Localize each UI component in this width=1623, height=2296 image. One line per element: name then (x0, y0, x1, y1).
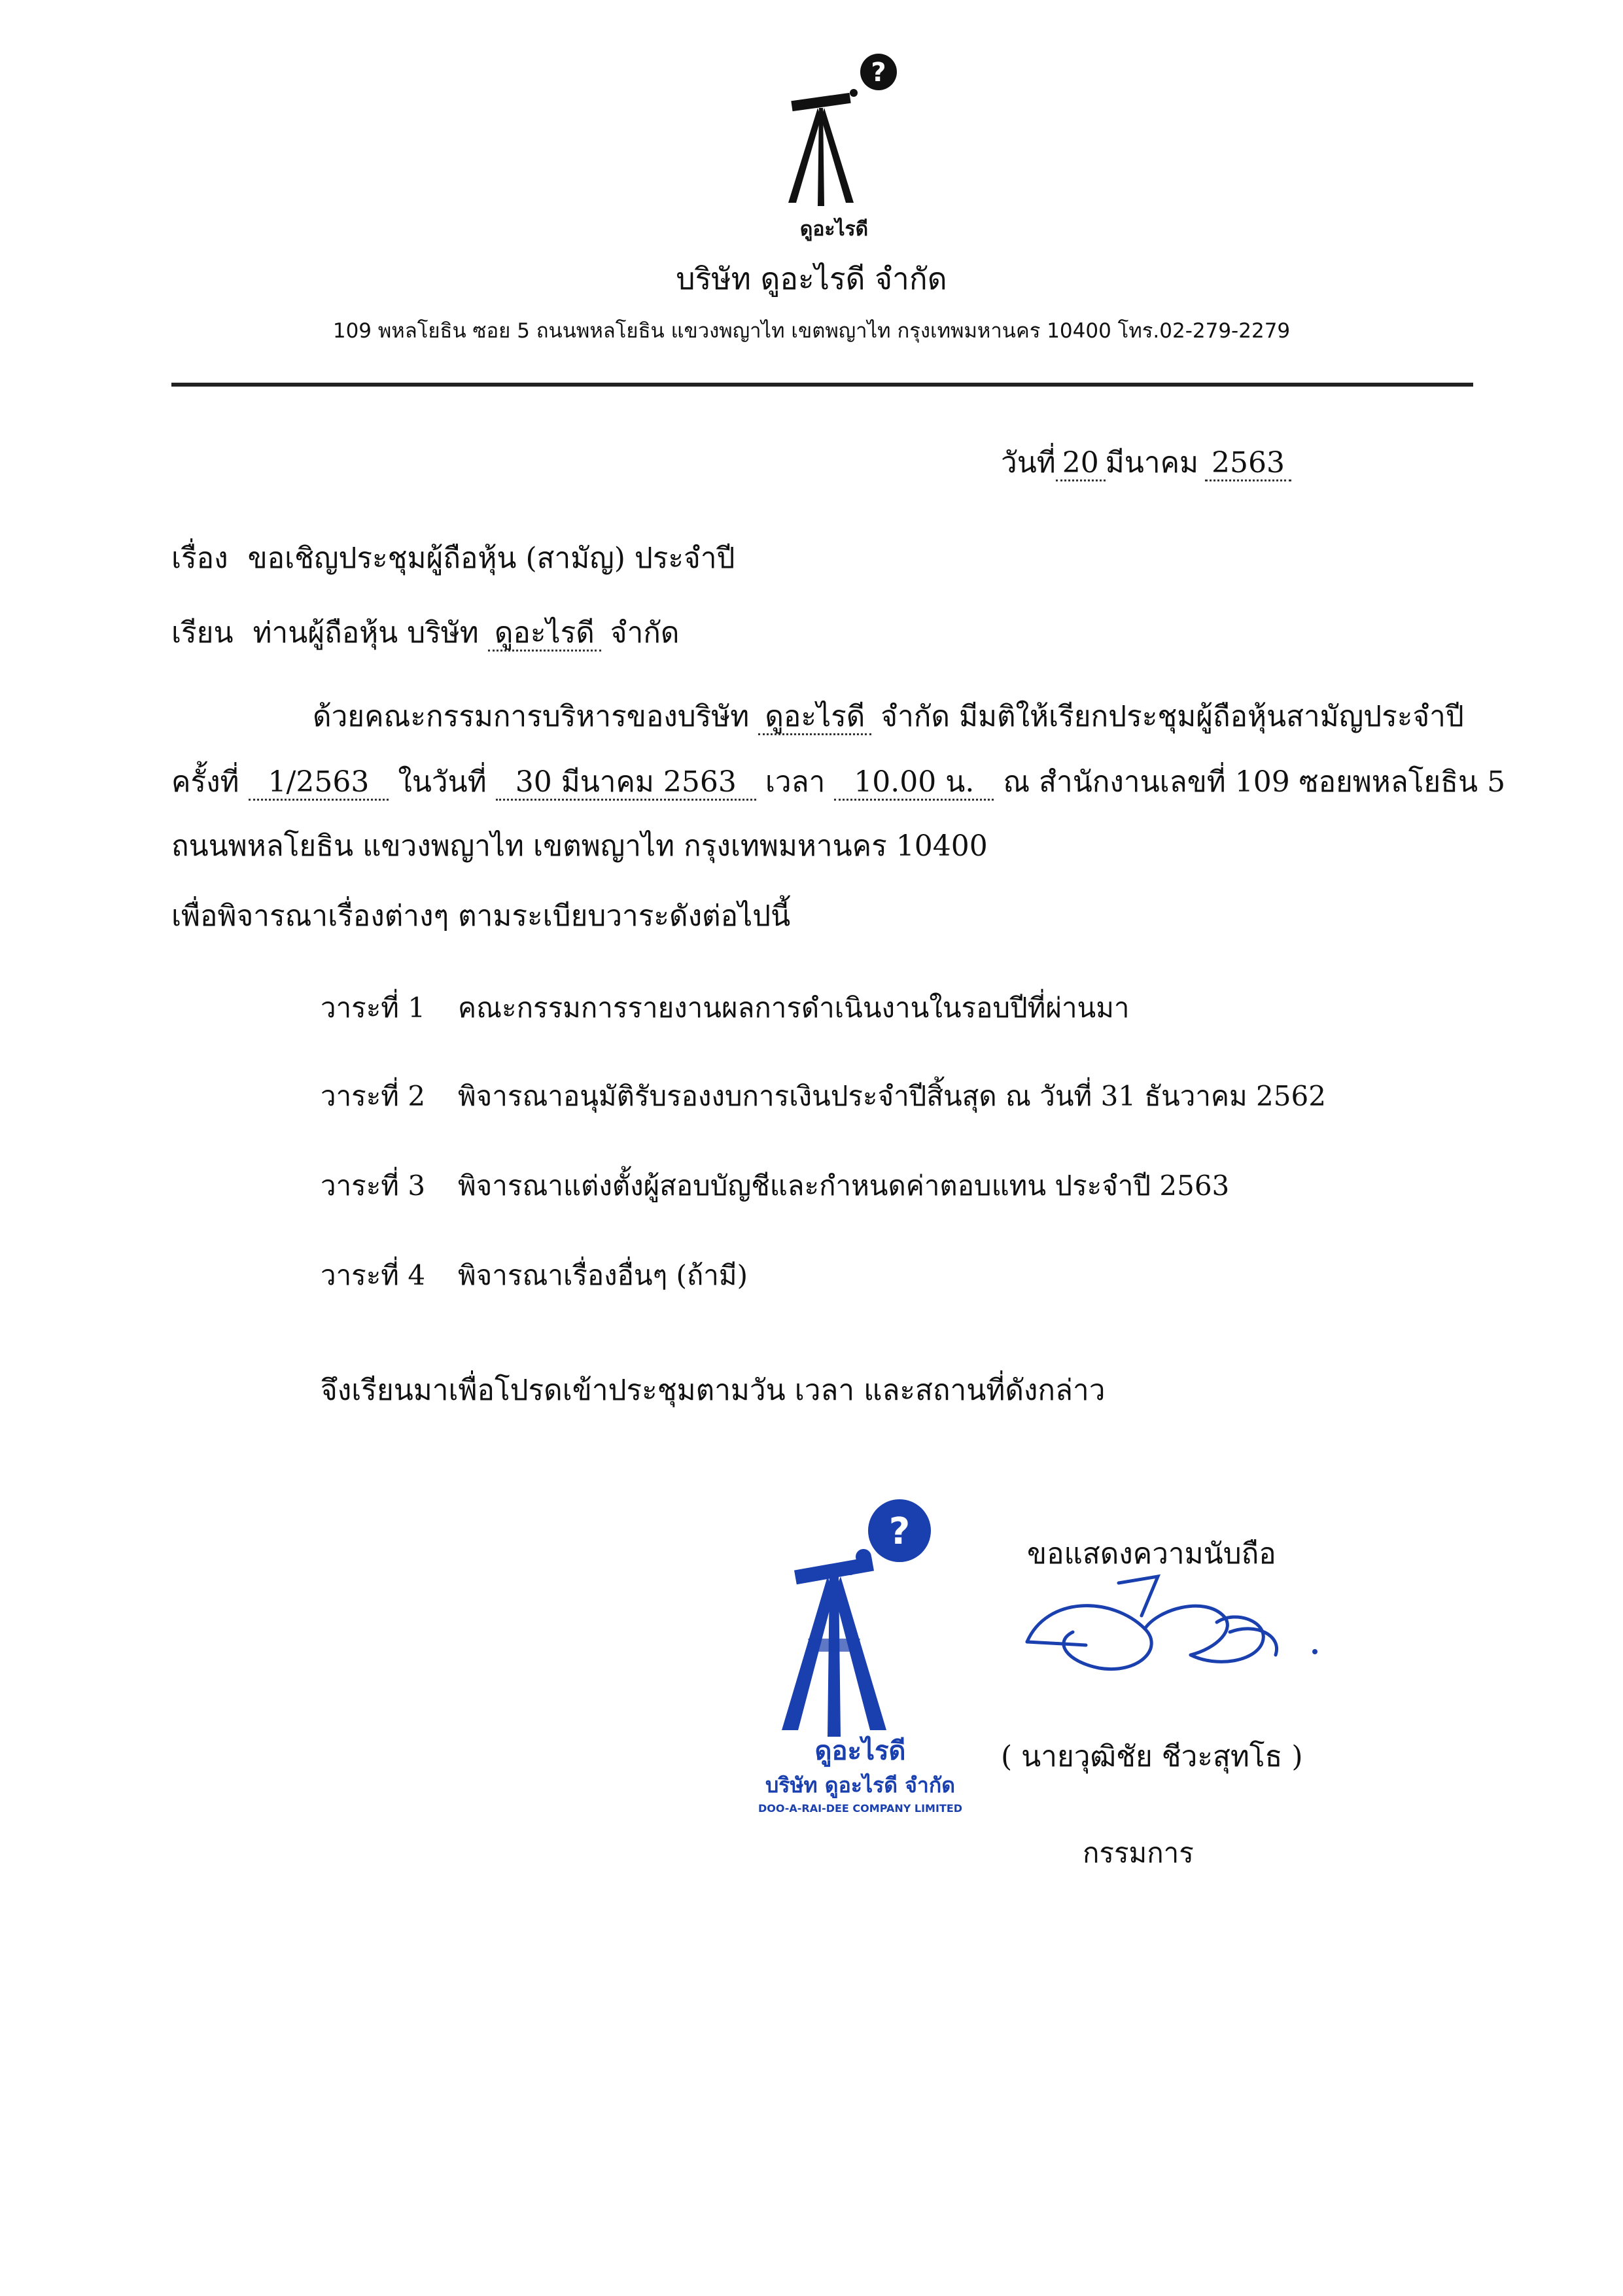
p1-company: ดูอะไรดี (758, 700, 871, 735)
signer-name: ( นายวุฒิชัย ชีวะสุทโธ ) (1001, 1740, 1303, 1773)
agenda-text: พิจารณาแต่งตั้งผู้สอบบัญชีและกำหนดค่าตอบแทน ประจำปี 2563 (458, 1170, 1230, 1202)
meeting-time-label: เวลา (765, 765, 826, 799)
company-stamp (742, 1495, 978, 1822)
subject-label: เรื่อง (171, 542, 228, 575)
agenda-number: วาระที่ 4 (321, 1259, 426, 1291)
date-prefix: วันที่ (1001, 446, 1056, 479)
svg-text:?: ? (871, 58, 886, 88)
body-paragraph-3: ถนนพหลโยธิน แขวงพญาไท เขตพญาไท กรุงเทพมหานคร 10400 (171, 829, 988, 863)
subject-line (171, 535, 735, 581)
date-year: 2563 (1205, 446, 1291, 481)
meeting-date-label: ในวันที่ (398, 765, 487, 799)
agenda-number: วาระที่ 3 (321, 1170, 426, 1202)
stamp-company-en: DOO-A-RAI-DEE COMPANY LIMITED (758, 1802, 963, 1815)
addressee-text: ท่านผู้ถือหุ้น บริษัท (253, 616, 479, 650)
meeting-date: 30 มีนาคม 2563 (496, 765, 756, 801)
signer-position: กรรมการ (1083, 1837, 1194, 1869)
logo-caption: ดูอะไรดี (799, 218, 869, 241)
meeting-location: ณ สำนักงานเลขที่ 109 ซอยพหลโยธิน 5 (1003, 765, 1506, 799)
agenda-text: พิจารณาอนุมัติรับรองงบการเงินประจำปีสิ้นสุด ณ วันที่ 31 ธันวาคม 2562 (458, 1080, 1326, 1112)
stamp-company: บริษัท ดูอะไรดี จำกัด (765, 1773, 956, 1798)
addressee-line (171, 610, 679, 655)
addressee-label: เรียน (171, 616, 234, 650)
meeting-no-label: ครั้งที่ (171, 765, 239, 799)
date-month: มีนาคม (1105, 446, 1199, 479)
subject-text: ขอเชิญประชุมผู้ถือหุ้น (สามัญ) ประจำปี (247, 542, 735, 575)
regards-text: ขอแสดงความนับถือ (1027, 1537, 1276, 1571)
body-paragraph-2 (171, 759, 1505, 805)
addressee-company: ดูอะไรดี (488, 616, 601, 652)
header-divider (171, 383, 1473, 387)
handwritten-signature (1007, 1570, 1328, 1694)
agenda-text: คณะกรรมการรายงานผลการดำเนินงานในรอบปีที่ผ่านมา (458, 992, 1130, 1024)
document-date (1001, 440, 1291, 485)
body-paragraph-4: เพื่อพิจารณาเรื่องต่างๆ ตามระเบียบวาระดังต่อไปนี้ (171, 899, 791, 933)
meeting-no: 1/2563 (249, 765, 389, 801)
company-logo (756, 52, 913, 249)
company-address: 109 พหลโยธิน ซอย 5 ถนนพหลโยธิน แขวงพญาไท เขตพญาไท กรุงเทพมหานคร 10400 โทร.02-279-2279 (332, 319, 1291, 343)
p1-text-after: จำกัด มีมติให้เรียกประชุมผู้ถือหุ้นสามัญประจำปี (881, 700, 1464, 733)
meeting-time: 10.00 น. (834, 765, 994, 801)
p1-text-before: ด้วยคณะกรรมการบริหารของบริษัท (313, 700, 750, 733)
stamp-caption: ดูอะไรดี (814, 1736, 906, 1766)
agenda-number: วาระที่ 1 (321, 992, 426, 1024)
closing-text: จึงเรียนมาเพื่อโปรดเข้าประชุมตามวัน เวลา และสถานที่ดังกล่าว (321, 1374, 1106, 1407)
svg-text:?: ? (888, 1510, 911, 1553)
agenda-text: พิจารณาเรื่องอื่นๆ (ถ้ามี) (458, 1259, 748, 1291)
addressee-suffix: จำกัด (610, 616, 680, 650)
body-paragraph-1 (313, 693, 1464, 739)
company-name: บริษัท ดูอะไรดี จำกัด (676, 261, 947, 296)
date-day: 20 (1056, 446, 1106, 481)
agenda-number: วาระที่ 2 (321, 1080, 426, 1112)
